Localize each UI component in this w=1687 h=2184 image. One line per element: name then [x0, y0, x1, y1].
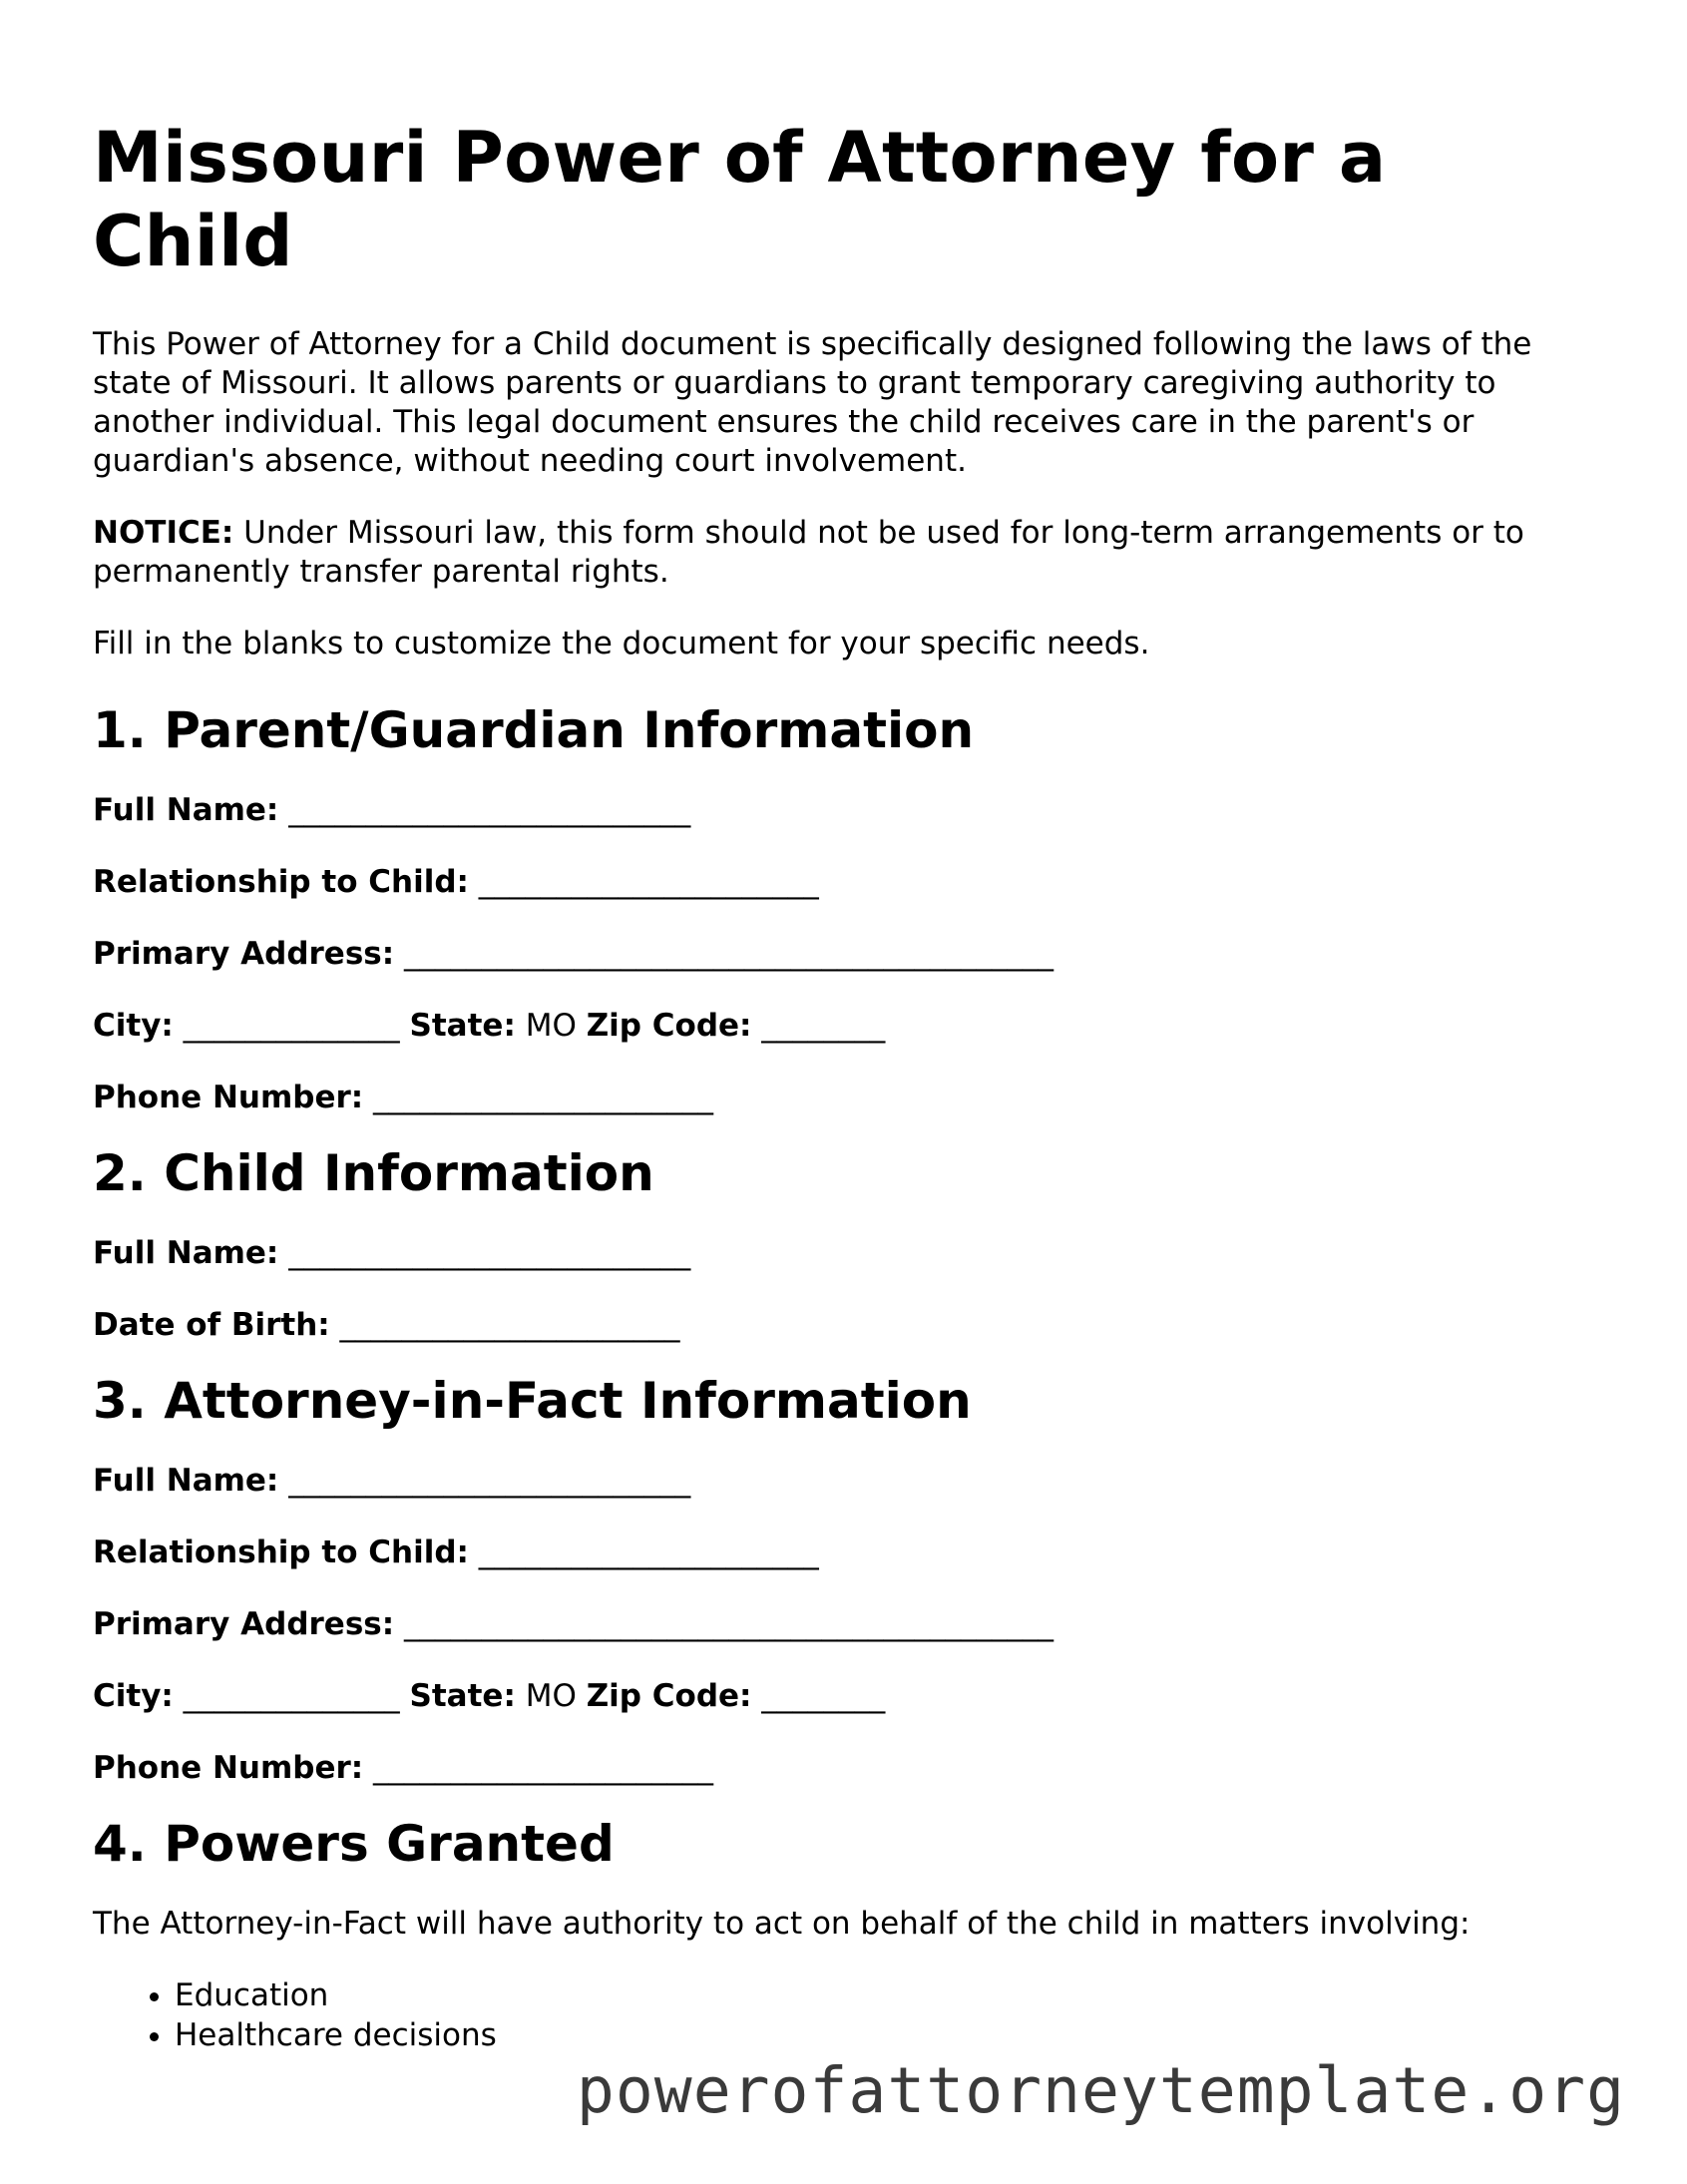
parent-relationship-field: [93, 863, 1599, 902]
field-label: Relationship to Child:: [93, 1534, 469, 1570]
parent-city-state-zip-field: [93, 1007, 1599, 1046]
field-label: Phone Number:: [93, 1750, 364, 1786]
notice-text: Under Missouri law, this form should not be used for long-term arrangements or to permanently transfer parental rights.: [93, 515, 1524, 590]
field-label: Primary Address:: [93, 1606, 395, 1642]
attorney-state-value: MO: [515, 1678, 587, 1714]
notice-label: NOTICE:: [93, 515, 234, 551]
child-dob-field: [93, 1306, 1599, 1345]
list-item: • Education: [175, 1975, 1599, 2015]
attorney-relationship-blank[interactable]: ______________________: [468, 1534, 819, 1570]
section-heading-child: 2. Child Information: [93, 1144, 654, 1202]
field-label: Date of Birth:: [93, 1307, 330, 1343]
notice-paragraph: [93, 514, 1599, 592]
field-label: State:: [409, 1678, 516, 1714]
field-label: Primary Address:: [93, 936, 395, 972]
parent-phone-blank[interactable]: ______________________: [363, 1080, 714, 1115]
attorney-address-field: [93, 1605, 1599, 1644]
list-item: • Healthcare decisions: [175, 2015, 1599, 2055]
field-label: City:: [93, 1008, 174, 1044]
attorney-city-blank[interactable]: ______________: [173, 1678, 410, 1714]
field-label: Zip Code:: [586, 1008, 752, 1044]
attorney-full-name-blank[interactable]: __________________________: [278, 1463, 691, 1499]
field-label: Full Name:: [93, 1235, 279, 1271]
attorney-phone-field: [93, 1749, 1599, 1788]
field-label: Relationship to Child:: [93, 864, 469, 900]
child-full-name-field: [93, 1234, 1599, 1273]
parent-address-field: [93, 935, 1599, 974]
parent-city-blank[interactable]: ______________: [173, 1008, 410, 1044]
attorney-full-name-field: [93, 1462, 1599, 1501]
attorney-address-blank[interactable]: __________________________________________: [394, 1606, 1054, 1642]
site-watermark: powerofattorneytemplate.org: [576, 2054, 1625, 2127]
parent-relationship-blank[interactable]: ______________________: [468, 864, 819, 900]
section-heading-attorney: 3. Attorney-in-Fact Information: [93, 1372, 972, 1430]
document-page: [93, 0, 1599, 2055]
attorney-zip-blank[interactable]: ________: [751, 1678, 886, 1714]
section-heading-parent: 1. Parent/Guardian Information: [93, 701, 975, 759]
parent-address-blank[interactable]: __________________________________________: [394, 936, 1054, 972]
attorney-city-state-zip-field: [93, 1677, 1599, 1716]
intro-paragraph: This Power of Attorney for a Child document is specifically designed following the laws of the state of Missouri. It allows parents or guardians to grant temporary caregiving authority to another individual. This legal document ensures the child receives care in the parent's or guardian's absence, without needing court involvement.: [93, 326, 1532, 479]
child-full-name-blank[interactable]: __________________________: [278, 1235, 691, 1271]
parent-zip-blank[interactable]: ________: [751, 1008, 886, 1044]
field-label: Full Name:: [93, 1463, 279, 1499]
instruction-paragraph: Fill in the blanks to customize the document for your specific needs.: [93, 626, 1150, 661]
parent-full-name-field: [93, 791, 1599, 830]
field-label: Phone Number:: [93, 1080, 364, 1115]
field-label: State:: [409, 1008, 516, 1044]
child-dob-blank[interactable]: ______________________: [329, 1307, 680, 1343]
section-heading-powers: 4. Powers Granted: [93, 1815, 615, 1873]
document-title: Missouri Power of Attorney for a Child: [93, 117, 1387, 282]
attorney-phone-blank[interactable]: ______________________: [363, 1750, 714, 1786]
field-label: Full Name:: [93, 792, 279, 828]
field-label: Zip Code:: [586, 1678, 752, 1714]
parent-full-name-blank[interactable]: __________________________: [278, 792, 691, 828]
powers-list: [93, 1975, 1599, 2055]
parent-state-value: MO: [515, 1008, 587, 1044]
powers-intro: The Attorney-in-Fact will have authority to act on behalf of the child in matters involving:: [93, 1906, 1471, 1942]
parent-phone-field: [93, 1079, 1599, 1117]
field-label: City:: [93, 1678, 174, 1714]
attorney-relationship-field: [93, 1533, 1599, 1572]
